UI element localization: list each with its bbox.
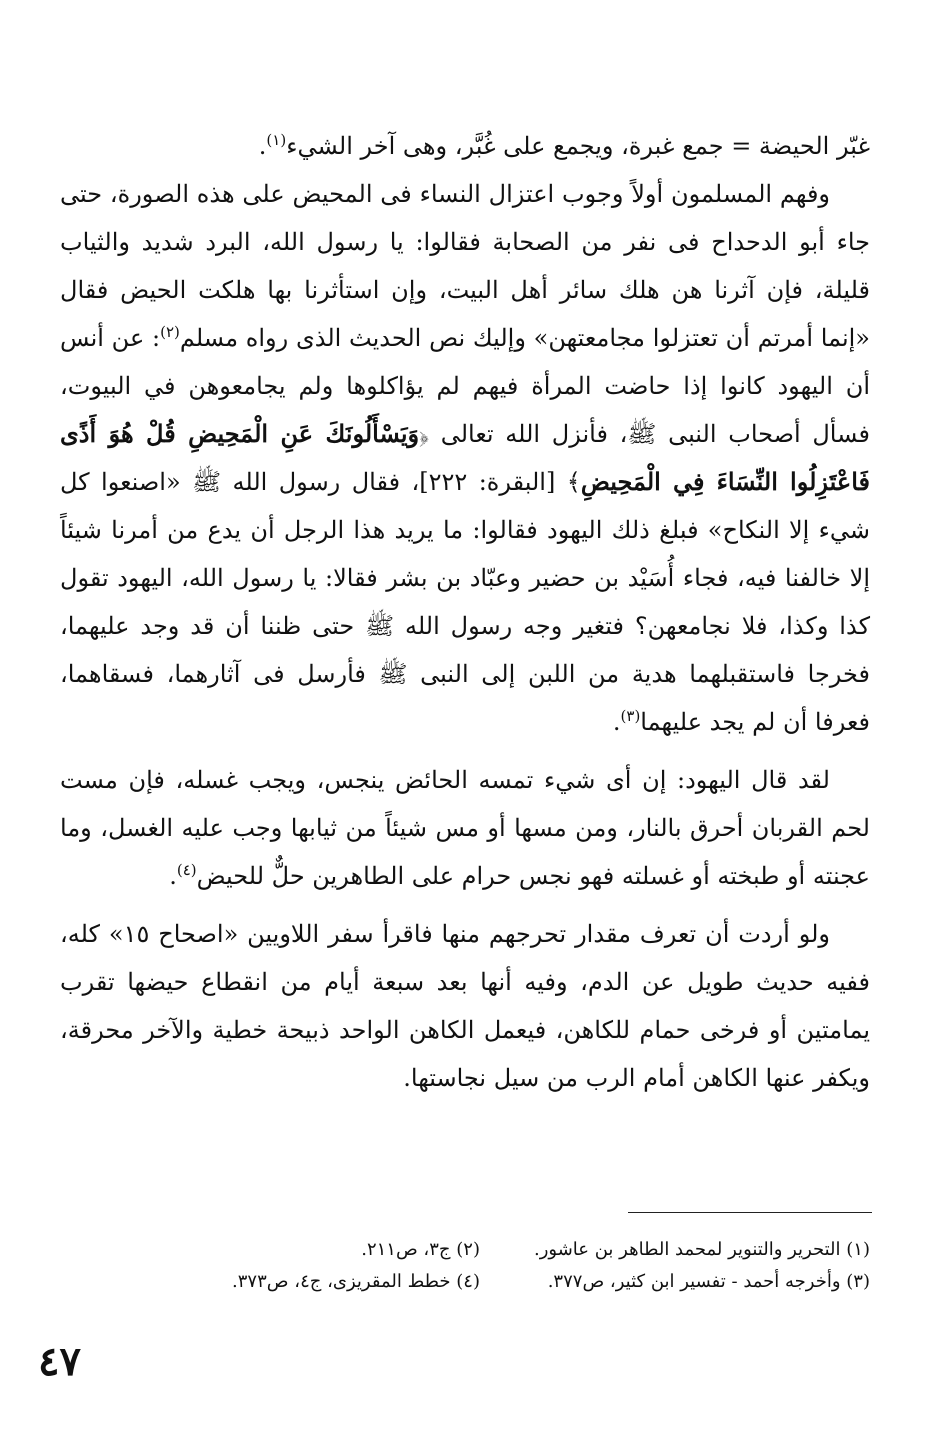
paragraph	[60, 756, 870, 900]
paragraph	[60, 170, 870, 746]
text-segment: .	[258, 132, 267, 160]
footnote-ref: (٤)	[176, 861, 197, 879]
text-segment: لقد قال اليهود: إن أى شيء تمسه الحائض ينجس، ويجب غسله، فإن مست لحم القربان أحرق بالنار، ومن مسها أو مس شيئاً من ثيابها وجب عليه الغسل، وما عجنته أو طبخته أو غسلته فهو نجس حرام على الطاهرين حلٌّ للحيض	[60, 766, 870, 890]
quran-verse: وَيَسْأَلُونَكَ عَنِ الْمَحِيضِ قُلْ هُوَ أَذًى فَاعْتَزِلُوا النِّسَاءَ فِي الْمَحِيضِ	[60, 419, 870, 496]
footnote-4: (٤) خطط المقريزى، ج٤، ص٣٧٣.	[232, 1271, 480, 1292]
text-segment: ﴾ [البقرة: ٢٢٢]، فقال رسول الله ﷺ «اصنعوا كل شيء إلا النكاح» فبلغ ذلك اليهود فقالوا: ما يريد هذا الرجل أن يدع من أمرنا شيئاً إلا خالفنا فيه، فجاء أُسَيْد بن حضير وعبّاد بن بشر فقالا: يا رسول الله، اليهود تقول كذا وكذا، فلا نجامعهن؟ فتغير وجه رسول الله ﷺ حتى ظننا أن قد وجد عليهما، فخرجا فاستقبلهما هدية من اللبن إلى النبى ﷺ فأرسل فى آثارهما، فسقاهما، فعرفا أن لم يجد عليهما	[60, 468, 870, 736]
footnote-separator	[628, 1212, 872, 1213]
text-segment: .	[612, 708, 621, 736]
text-segment: غبّر الحيضة = جمع غبرة، ويجمع على غُبَّر، وهى آخر الشيء	[286, 132, 870, 160]
footnotes	[60, 1234, 870, 1298]
body-text	[60, 122, 870, 1102]
text-segment: : عن أنس أن اليهود كانوا إذا حاضت المرأة فيهم لم يؤاكلوها ولم يجامعوهن في البيوت، فسأل أصحاب النبى ﷺ، فأنزل الله تعالى ﴿	[60, 324, 870, 448]
paragraph	[60, 910, 870, 1102]
text-segment: .	[169, 862, 177, 890]
footnote-3: (٣) وأخرجه أحمد - تفسير ابن كثير، ص٣٧٧.	[547, 1271, 870, 1292]
footnote-ref: (٣)	[620, 707, 641, 725]
text-segment: ولو أردت أن تعرف مقدار تحرجهم منها فاقرأ سفر اللاويين «اصحاح ١٥» كله، ففيه حديث طويل عن الدم، وفيه أنها بعد سبعة أيام من انقطاع حيضها تقرب يمامتين أو فرخى حمام للكاهن، فيعمل الكاهن الواحد ذبيحة خطية والآخر محرقة، ويكفر عنها الكاهن أمام الرب من سيل نجاستها.	[60, 920, 870, 1092]
paragraph	[60, 122, 870, 170]
footnote-2: (٢) ج٣، ص٢١١.	[361, 1239, 480, 1260]
footnote-row	[60, 1234, 870, 1266]
footnote-row	[60, 1266, 870, 1298]
footnote-ref: (٢)	[160, 323, 180, 341]
text-segment: وفهم المسلمون أولاً وجوب اعتزال النساء فى المحيض على هذه الصورة، حتى جاء أبو الدحداح فى نفر من الصحابة فقالوا: يا رسول الله، البرد شديد والثياب قليلة، فإن آثرنا هن هلك سائر أهل البيت، وإن استأثرنا بها هلكت الحيض فقال «إنما أمرتم أن تعتزلوا مجامعتهن» وإليك نص الحديث الذى رواه مسلم	[60, 180, 870, 352]
footnote-ref: (١)	[266, 131, 287, 149]
page-number: ٤٧	[38, 1338, 81, 1385]
footnote-1: (١) التحرير والتنوير لمحمد الطاهر بن عاشور.	[533, 1239, 870, 1260]
